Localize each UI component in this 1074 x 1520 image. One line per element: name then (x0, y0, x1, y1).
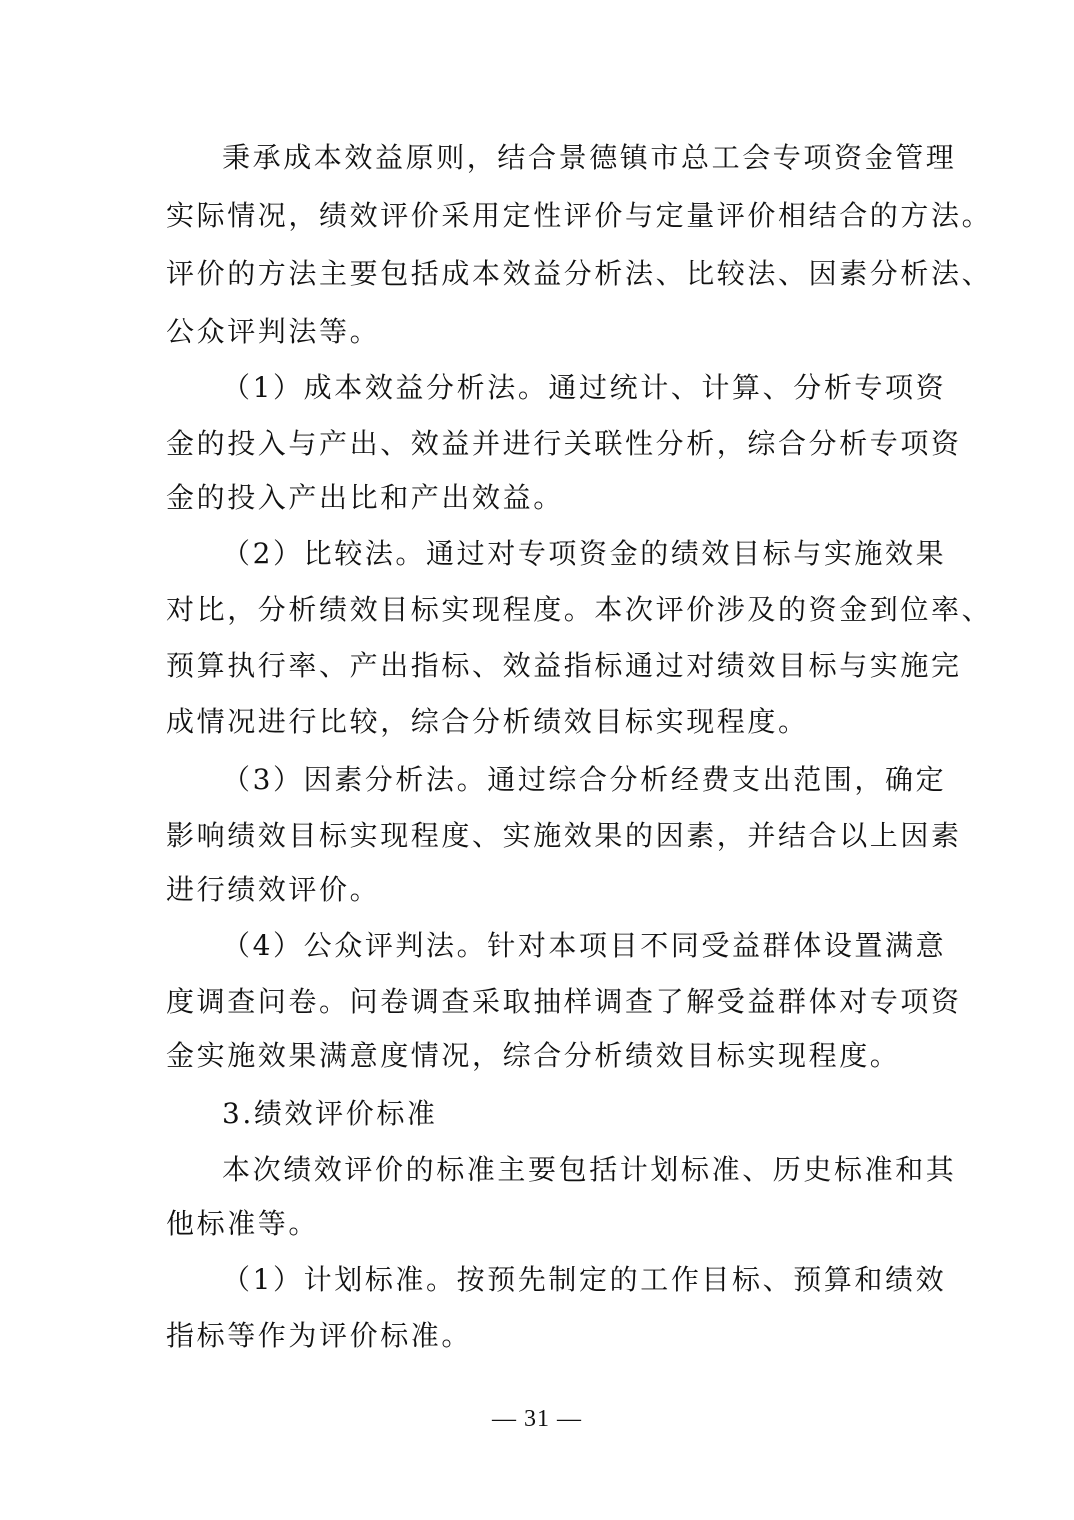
paragraph-line: 成情况进行比较，综合分析绩效目标实现程度。 (166, 705, 809, 738)
paragraph-line: （1）计划标准。按预先制定的工作目标、预算和绩效 (222, 1263, 947, 1296)
paragraph-line: 本次绩效评价的标准主要包括计划标准、历史标准和其 (222, 1153, 957, 1186)
paragraph-line: 指标等作为评价标准。 (166, 1319, 473, 1352)
paragraph-line: 度调查问卷。问卷调查采取抽样调查了解受益群体对专项资 (166, 985, 962, 1018)
paragraph-line: 预算执行率、产出指标、效益指标通过对绩效目标与实施完 (166, 649, 962, 682)
paragraph-line: （3）因素分析法。通过综合分析经费支出范围，确定 (222, 763, 947, 796)
paragraph-line: （1）成本效益分析法。通过统计、计算、分析专项资 (222, 371, 947, 404)
paragraph-line: 影响绩效目标实现程度、实施效果的因素，并结合以上因素 (166, 819, 962, 852)
paragraph-line: 对比，分析绩效目标实现程度。本次评价涉及的资金到位率、 (166, 593, 993, 626)
paragraph-line: （2）比较法。通过对专项资金的绩效目标与实施效果 (222, 537, 947, 570)
paragraph-line: 进行绩效评价。 (166, 873, 381, 906)
paragraph-line: 公众评判法等。 (166, 315, 381, 348)
paragraph-line: 秉承成本效益原则，结合景德镇市总工会专项资金管理 (222, 141, 957, 174)
paragraph-line: 金的投入产出比和产出效益。 (166, 481, 564, 514)
section-heading: 3.绩效评价标准 (222, 1097, 438, 1130)
paragraph-line: 金实施效果满意度情况，综合分析绩效目标实现程度。 (166, 1039, 901, 1072)
paragraph-line: 实际情况，绩效评价采用定性评价与定量评价相结合的方法。 (166, 199, 993, 232)
paragraph-line: 金的投入与产出、效益并进行关联性分析，综合分析专项资 (166, 427, 962, 460)
paragraph-line: 他标准等。 (166, 1207, 320, 1240)
page-number: — 31 — (492, 1406, 582, 1432)
paragraph-line: （4）公众评判法。针对本项目不同受益群体设置满意 (222, 929, 947, 962)
paragraph-line: 评价的方法主要包括成本效益分析法、比较法、因素分析法、 (166, 257, 993, 290)
